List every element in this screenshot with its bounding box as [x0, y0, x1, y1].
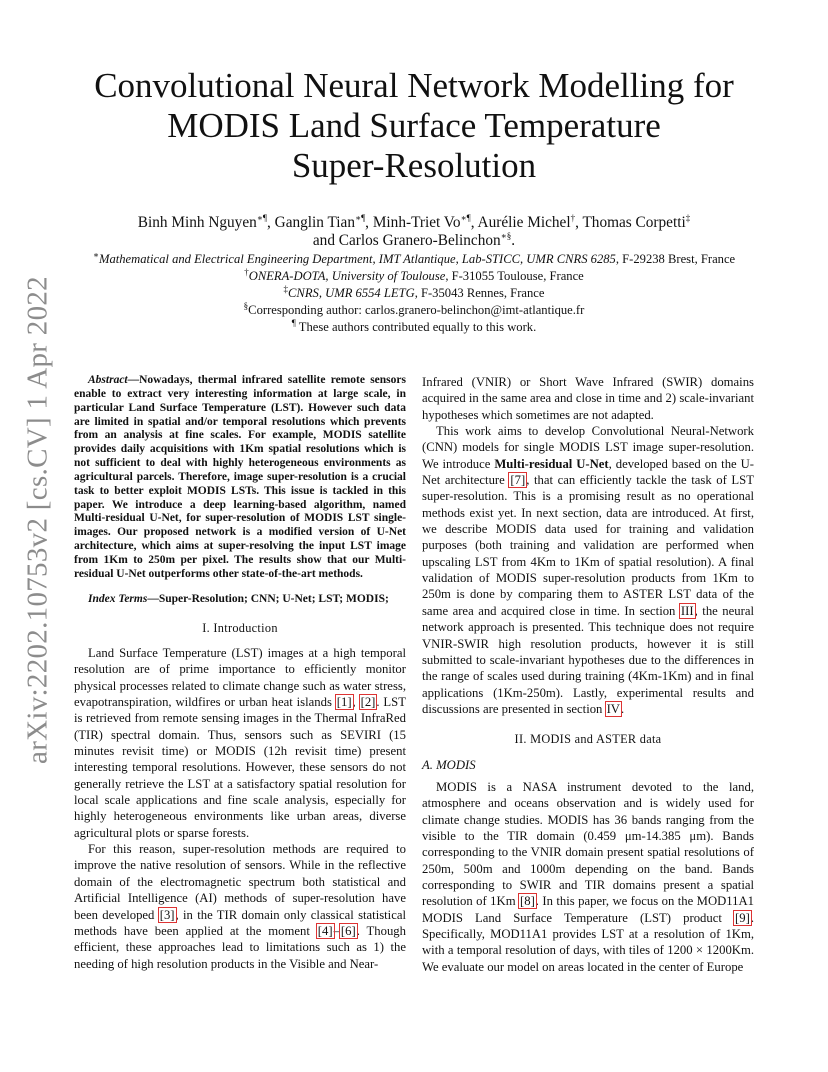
author-list: Binh Minh Nguyen∗¶, Ganglin Tian∗¶, Minh-Triet Vo∗¶, Aurélie Michel†, Thomas Corpetti‡ and Carlos Granero-Belinchon∗§.	[137, 212, 691, 249]
affiliation-mark: ∗	[92, 249, 99, 260]
title-line-2: MODIS Land Surface Temperature	[167, 106, 661, 145]
index-terms-lead: Index Terms	[88, 592, 148, 605]
affiliation-name: CNRS, UMR 6554 LETG	[288, 286, 415, 300]
citation-link[interactable]: [3]	[159, 907, 175, 922]
section-heading-modis-aster: II. MODIS and ASTER data	[514, 732, 662, 747]
corresponding-author	[50, 302, 778, 319]
abstract	[74, 374, 406, 582]
author-name: Thomas Corpetti	[582, 214, 686, 231]
affiliation-line	[50, 268, 778, 285]
modis-paragraph: MODIS is a NASA instrument devoted to the land, atmosphere and oceans observation and is widely used for climate change studies. MODIS has 36 bands ranging from the visible to the TIR domain (0.459 μm-14.385 μm). Bands corresponding to the VNIR domain present spatial resolutions of 250m, 500m and 1000m depending on the band. Bands corresponding to SWIR and TIR domains present a spatial resolution of 1Km [8]. In this paper, we focus on the MOD11A1 MODIS Land Surface Temperature (LST) product [9]. Specifically, MOD11A1 provides LST at a resolution of 1Km, with a temporal resolution of days, with tiles of 1200 × 1200Km. We evaluate our model on areas located in the center of Europe	[422, 779, 754, 974]
citation-link[interactable]: [4]	[317, 923, 333, 938]
intro-paragraph-1: Land Surface Temperature (LST) images at a high temporal resolution are of prime importance to efficiently monitor physical processes related to climate change such as water stress, evapotranspiration, wildfires or urban heat islands [1], [2]. LST is retrieved from remote sensing images in the Thermal InfraRed (TIR) spectral domain. Thus, sensors such as SEVIRI (15 minutes revisit time) or MODIS (12h revisit time) present interesting temporal resolutions. However, these sensors do not generally retrieve the LST at a satisfactory spatial resolution for local scale applications and fine scale analysis, especially for highly heterogeneous environments like urban areas, diverse agricultural plots or sparse forests.	[74, 646, 406, 840]
citation-link[interactable]: [9]	[735, 910, 750, 925]
abstract-lead: Abstract	[88, 374, 128, 386]
arxiv-id-text: arXiv:2202.10753v2 [cs.CV] 1 Apr 2022	[21, 276, 54, 764]
section-reference-link[interactable]: III	[680, 603, 694, 618]
citation-link[interactable]: [8]	[520, 894, 535, 909]
intro-paragraph-2: For this reason, super-resolution methods are required to improve the native resolution of sensors. While in the reflective domain of the electromagnetic spectrum both statistical and Artificial Intelligence (AI) methods of super-resolution have been developed [3], in the TIR domain only classical statistical methods have been applied at the moment [4]–[6]. Though efficient, these approaches lead to limitations such as 1) the needing of high resolution products in the Visible and Near-	[74, 842, 406, 971]
citation-link[interactable]: [1]	[336, 695, 352, 710]
citation-link[interactable]: [2]	[360, 695, 376, 710]
author-mark: ∗§	[500, 230, 512, 241]
author-mark: ∗¶	[256, 212, 267, 223]
index-terms	[74, 592, 406, 606]
author-name: Minh-Triet Vo	[372, 214, 461, 231]
affiliation-name: Mathematical and Electrical Engineering Department, IMT Atlantique, Lab-STICC, UMR CNRS 6285	[98, 252, 616, 266]
affiliation-list	[50, 251, 778, 336]
intro-paragraph-4: This work aims to develop Convolutional Neural-Network (CNN) models for single MODIS LST image super-resolution. We introduce Multi-residual U-Net, developed based on the U-Net architecture [7], that can efficiently tackle the task of LST super-resolution. This is a promising result as no operational methods exist yet. In next section, data are introduced. At first, we describe MODIS data used for training and validation purposes (both training and validation are performed when upscaling LST from 4Km to 1Km of spatial resolution). A final validation of MODIS super-resolution products from 1Km to 250m is done by comparing them to ASTER LST data of the same area and acquired close in time. In section III, the neural network approach is presented. This technique does not require VNIR-SWIR high resolution products, however it is still submitted to scale-invariant hypotheses due to the differences in the range of scales used during training (4Km-1Km) and in final applications (1Km-250m). Lastly, experimental results and discussions are presented in section IV.	[422, 424, 754, 716]
citation-link[interactable]: [7]	[510, 473, 526, 488]
author-name: Binh Minh Nguyen	[137, 214, 257, 231]
arxiv-sidebar-stamp	[8, 276, 68, 764]
author-name: Aurélie Michel	[477, 214, 571, 231]
section-reference-link[interactable]: IV	[606, 701, 620, 716]
affiliation-mark: †	[244, 266, 249, 277]
affiliation-name: ONERA-DOTA, University of Toulouse	[248, 269, 446, 283]
author-mark: ‡	[685, 212, 691, 223]
paper-title	[80, 66, 748, 186]
abstract-body: —Nowadays, thermal infrared satellite remote sensors enable to extract very interesting information at large scale, in particular Land Surface Temperature (LST). However such data are limited in spatial and/or temporal resolutions which prevents from an analysis at fine scales. For example, MODIS satellite provides daily acquisitions with 1Km spatial resolutions which is not sufficient to deal with highly heterogeneous environments as agricultural parcels. Therefore, image super-resolution is a crucial task to better exploit MODIS LSTs. This issue is tackled in this paper. We introduce a deep learning-based algorithm, named Multi-residual U-Net, for super-resolution of MODIS LST single-images. Our proposed network is a modified version of U-Net architecture, which aims at super-resolving the input LST image from 1Km to 250m per pixel. The results show that our Multi-residual U-Net outperforms other state-of-the-art methods.	[74, 374, 406, 580]
left-column	[74, 374, 406, 972]
citation-link[interactable]: [6]	[340, 923, 356, 938]
right-column	[422, 374, 754, 975]
corresponding-author-text: Corresponding author: carlos.granero-belinchon@imt-atlantique.fr	[248, 303, 585, 317]
author-mark: ∗¶	[460, 212, 471, 223]
author-name: and Carlos Granero-Belinchon	[312, 232, 501, 249]
equal-contribution-note	[50, 319, 778, 336]
index-terms-body: —Super-Resolution; CNN; U-Net; LST; MODIS;	[147, 592, 389, 605]
author-name: Ganglin Tian	[274, 214, 355, 231]
affiliation-mark: ¶	[291, 317, 296, 328]
author-mark: †	[570, 212, 576, 223]
affiliation-location: , F-29238 Brest, France	[615, 252, 736, 266]
intro-paragraph-3: Infrared (VNIR) or Short Wave Infrared (SWIR) domains acquired in the same area and close in time and 2) scale-invariant hypotheses which sometimes are not adapted.	[422, 375, 754, 422]
title-line-1: Convolutional Neural Network Modelling for	[94, 66, 734, 105]
subsection-heading-modis: A. MODIS	[422, 757, 476, 772]
affiliation-mark: ‡	[283, 283, 289, 294]
affiliation-line	[50, 251, 778, 268]
method-name: Multi-residual U-Net	[494, 456, 609, 471]
equal-contribution-text: These authors contributed equally to this work.	[295, 320, 537, 334]
affiliation-mark: §	[243, 300, 249, 311]
affiliation-location: , F-31055 Toulouse, France	[445, 269, 584, 283]
section-heading-introduction: I. Introduction	[202, 620, 278, 635]
affiliation-line	[50, 285, 778, 302]
author-mark: ∗¶	[354, 212, 366, 223]
affiliation-location: , F-35043 Rennes, France	[414, 286, 545, 300]
title-line-3: Super-Resolution	[291, 146, 537, 185]
